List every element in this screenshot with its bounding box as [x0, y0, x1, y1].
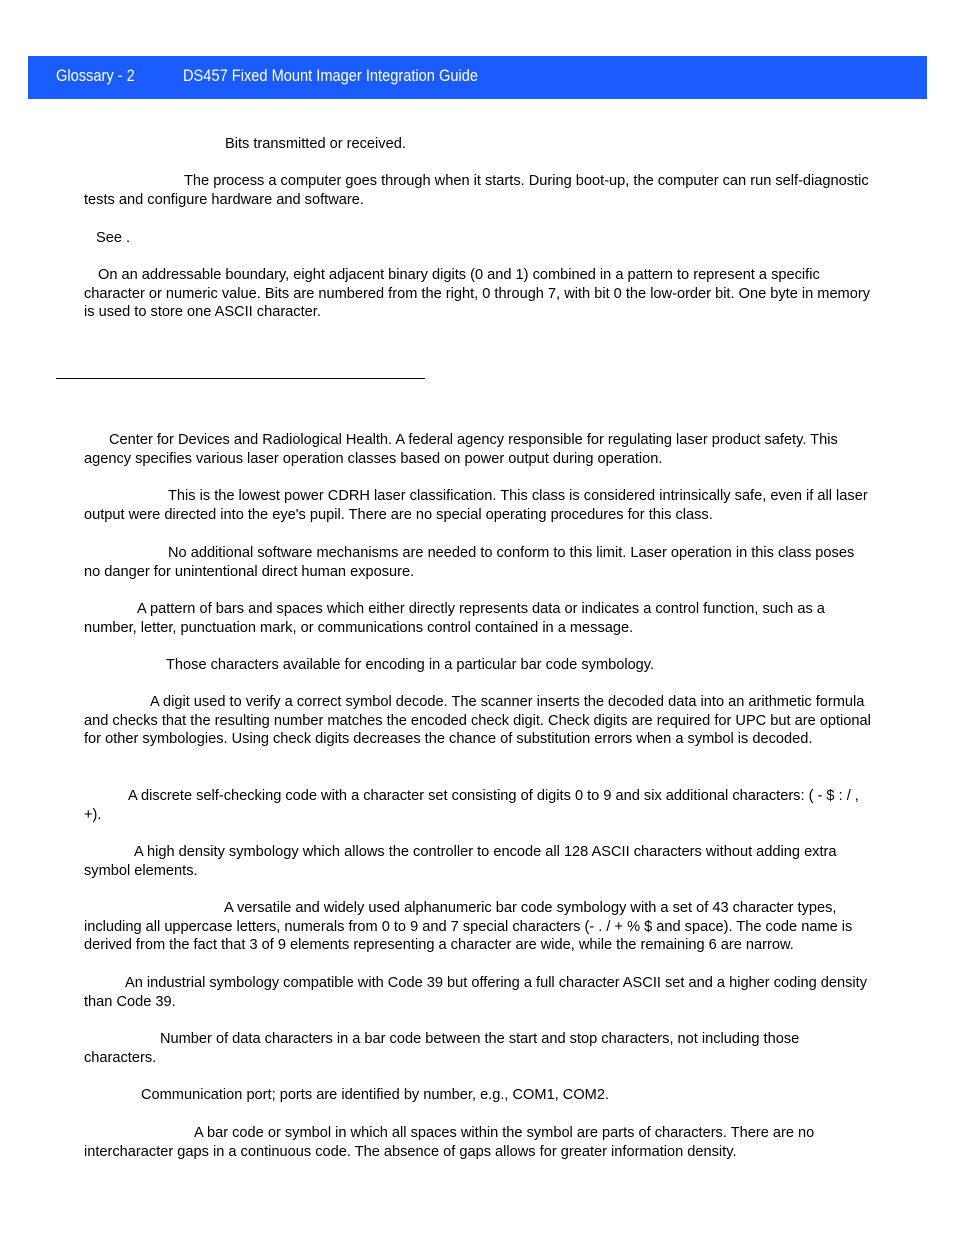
glossary-entry [84, 544, 872, 581]
entry-text: See . [96, 230, 131, 246]
entry-text: An industrial symbology compatible with Code 39 but offering a full character ASCII set and a higher coding density than Code 39. [84, 975, 868, 1010]
entry-text: A high density symbology which allows the controller to encode all 128 ASCII characters without adding extra symbol elements. [84, 844, 837, 879]
entry-text: A pattern of bars and spaces which either directly represents data or indicates a control function, such as a number, letter, punctuation mark, or communications control contained in a message. [84, 601, 825, 636]
glossary-entry [84, 1086, 872, 1105]
entry-text: A bar code or symbol in which all spaces within the symbol are parts of characters. There are no intercharacter gaps in a continuous code. The absence of gaps allows for greater information density. [84, 1125, 815, 1160]
glossary-entry [84, 843, 872, 880]
glossary-entry [84, 656, 872, 675]
entry-text: A digit used to verify a correct symbol decode. The scanner inserts the decoded data into an arithmetic formula and checks that the resulting number matches the encoded check digit. Check digits are required for UPC but are optional for other symbologies. Using check digits decreases the chance of substitution errors when a symbol is decoded. [84, 694, 871, 747]
glossary-entry [84, 431, 872, 468]
glossary-entry [84, 172, 872, 209]
glossary-entry [84, 487, 872, 524]
glossary-entry [84, 600, 872, 637]
entry-text: A versatile and widely used alphanumeric bar code symbology with a set of 43 character types, including all uppercase letters, numerals from 0 to 9 and 7 special characters (- . / + % $ and space). The code name is derived from the fact that 3 of 9 elements representing a character are wide, while the remaining 6 are narrow. [84, 900, 853, 953]
entry-text: Bits transmitted or received. [225, 136, 406, 152]
glossary-entry [84, 899, 872, 955]
glossary-entry [84, 693, 872, 749]
entry-text: Center for Devices and Radiological Health. A federal agency responsible for regulating laser product safety. This agency specifies various laser operation classes based on power output during operation. [84, 432, 838, 467]
glossary-entry [84, 974, 872, 1011]
entry-text: On an addressable boundary, eight adjacent binary digits (0 and 1) combined in a pattern to represent a specific character or numeric value. Bits are numbered from the right, 0 through 7, with bit 0 the low-order bit. One byte in memory is used to store one ASCII character. [84, 267, 870, 320]
document-title: DS457 Fixed Mount Imager Integration Guide [183, 66, 479, 85]
section-divider [56, 378, 425, 379]
entry-text: The process a computer goes through when it starts. During boot-up, the computer can run self-diagnostic tests and configure hardware and software. [84, 173, 869, 208]
glossary-entry [84, 135, 872, 154]
page-number: Glossary - 2 [56, 66, 135, 85]
entry-text: This is the lowest power CDRH laser classification. This class is considered intrinsically safe, even if all laser output were directed into the eye's pupil. There are no special operating procedures for this class. [84, 488, 868, 523]
entry-text: Those characters available for encoding in a particular bar code symbology. [166, 657, 655, 673]
glossary-entry [84, 266, 872, 322]
entry-text: Number of data characters in a bar code between the start and stop characters, not including those characters. [84, 1031, 800, 1066]
glossary-entry [84, 1030, 872, 1067]
page-header-bar [28, 56, 927, 99]
glossary-entry [84, 229, 872, 248]
glossary-entry [84, 1124, 872, 1161]
glossary-entry [84, 787, 872, 824]
entry-text: A discrete self-checking code with a character set consisting of digits 0 to 9 and six additional characters: ( - $ : / , +). [84, 788, 859, 823]
entry-text: Communication port; ports are identified by number, e.g., COM1, COM2. [141, 1087, 610, 1103]
entry-text: No additional software mechanisms are needed to conform to this limit. Laser operation in this class poses no danger for unintentional direct human exposure. [84, 545, 855, 580]
